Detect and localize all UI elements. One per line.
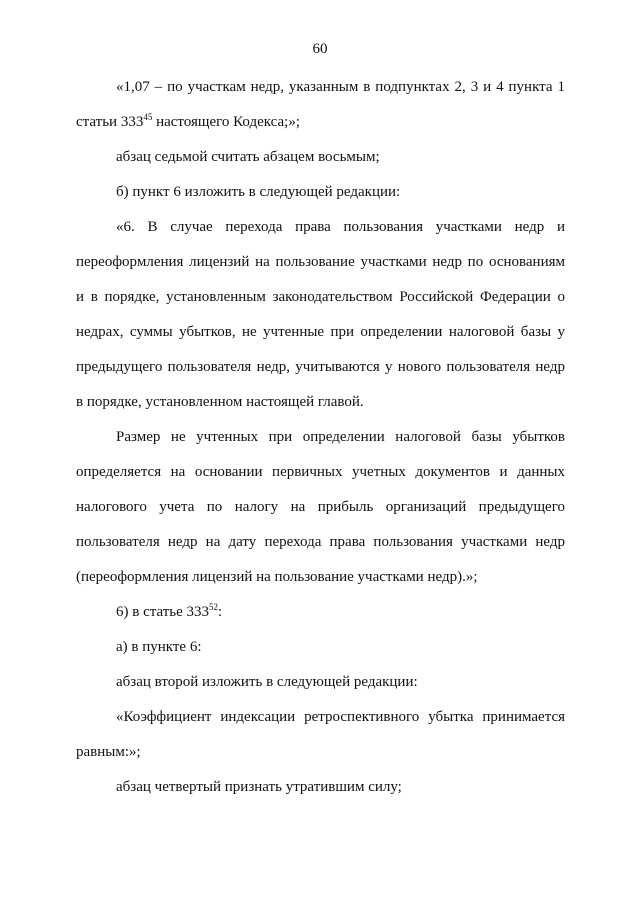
- text-line: предыдущего пользователя недр, учитываются у нового пользователя недр: [76, 359, 565, 375]
- text-line: [76, 113, 300, 131]
- superscript: 52: [209, 602, 219, 612]
- text-line: абзац четвертый признать утратившим силу;: [116, 779, 402, 795]
- text-line: налогового учета по налогу на прибыль организаций предыдущего: [76, 499, 565, 515]
- text-fragment: 6) в статье 333: [116, 604, 210, 620]
- text-line: переоформления лицензий на пользование участками недр по основаниям: [76, 254, 565, 270]
- text-line: абзац седьмой считать абзацем восьмым;: [116, 149, 380, 165]
- text-fragment: статьи 333: [76, 114, 144, 130]
- text-line: [116, 603, 222, 621]
- page-number: 60: [312, 41, 328, 57]
- text-line: «6. В случае перехода права пользования участками недр и: [116, 219, 565, 235]
- superscript: 45: [143, 112, 153, 122]
- text-line: Размер не учтенных при определении налоговой базы убытков: [116, 429, 565, 445]
- text-line: недрах, суммы убытков, не учтенные при определении налоговой базы у: [76, 324, 565, 340]
- text-line: «Коэффициент индексации ретроспективного убытка принимается: [116, 709, 565, 725]
- text-line: в порядке, установленном настоящей главой.: [76, 394, 364, 410]
- text-fragment: настоящего Кодекса;»;: [152, 114, 301, 130]
- text-line: а) в пункте 6:: [116, 639, 202, 655]
- text-line: б) пункт 6 изложить в следующей редакции:: [116, 184, 401, 200]
- text-line: абзац второй изложить в следующей редакции:: [116, 674, 418, 690]
- text-line: пользователя недр на дату перехода права пользования участками недр: [76, 534, 565, 550]
- text-line: и в порядке, установленным законодательством Российской Федерации о: [76, 289, 565, 305]
- text-line: (переоформления лицензий на пользование участками недр).»;: [76, 569, 478, 585]
- text-line: определяется на основании первичных учетных документов и данных: [76, 464, 565, 480]
- text-fragment: :: [218, 604, 223, 620]
- text-line: равным:»;: [76, 744, 141, 760]
- text-line: «1,07 – по участкам недр, указанным в подпунктах 2, 3 и 4 пункта 1: [116, 79, 565, 95]
